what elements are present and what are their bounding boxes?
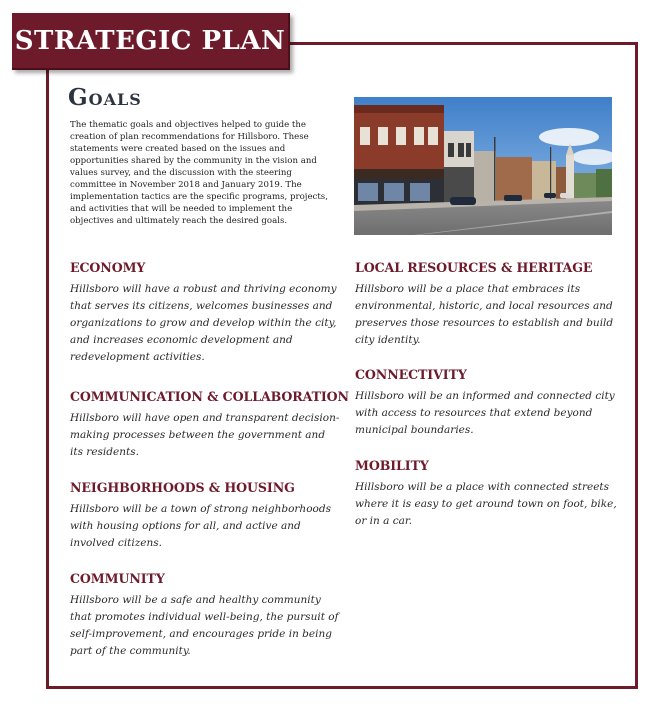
- goal-economy: [70, 260, 340, 366]
- goal-heading: LOCAL RESOURCES & HERITAGE: [355, 260, 593, 275]
- goal-heading: COMMUNICATION & COLLABORATION: [70, 389, 349, 404]
- goal-heading: ECONOMY: [70, 260, 146, 275]
- goal-connectivity: [355, 367, 620, 439]
- goals-title: Goals: [68, 84, 142, 111]
- goal-heading: CONNECTIVITY: [355, 367, 467, 382]
- goal-local-resources-heritage: [355, 260, 620, 349]
- goal-text: Hillsboro will have open and transparent decision-making processes between the government and its residents.: [70, 412, 340, 458]
- goal-text: Hillsboro will be a safe and healthy community that promotes individual well-being, the pursuit of self-improvement, and encourages pride in being part of the community.: [70, 594, 339, 657]
- goal-text: Hillsboro will have a robust and thriving economy that serves its citizens, welcomes businesses and organizations to grow and develop within the city, and increases economic development and redevelopment activities.: [70, 283, 337, 363]
- goals-intro: The thematic goals and objectives helped to guide the creation of plan recommendations for Hillsboro. These statements were created based on the issues and opportunities shared by the community in the vision and values survey, and the discussion with the steering committee in November 2018 and January 2019. The implementation tactics are the specific programs, projects, and activities that will be needed to implement the objectives and ultimately reach the desired goals.: [70, 120, 328, 226]
- goal-community: [70, 571, 340, 660]
- downtown-street-photo: [354, 97, 612, 235]
- goal-heading: NEIGHBORHOODS & HOUSING: [70, 480, 295, 495]
- goal-text: Hillsboro will be a place with connected streets where it is easy to get around town on foot, bike, or in a car.: [355, 481, 617, 527]
- goal-text: Hillsboro will be an informed and connected city with access to resources that extend beyond municipal boundaries.: [355, 390, 615, 436]
- goal-text: Hillsboro will be a place that embraces its environmental, historic, and local resources and preserves those resources to establish and build city identity.: [355, 283, 614, 346]
- goal-mobility: [355, 458, 620, 530]
- strategic-plan-banner: [12, 13, 290, 70]
- banner-title: STRATEGIC PLAN: [14, 25, 286, 56]
- goal-neighborhoods-housing: [70, 480, 340, 552]
- goal-text: Hillsboro will be a town of strong neighborhoods with housing options for all, and active and involved citizens.: [70, 503, 331, 549]
- goal-communication-collaboration: [70, 389, 349, 461]
- goal-heading: COMMUNITY: [70, 571, 165, 586]
- goal-heading: MOBILITY: [355, 458, 429, 473]
